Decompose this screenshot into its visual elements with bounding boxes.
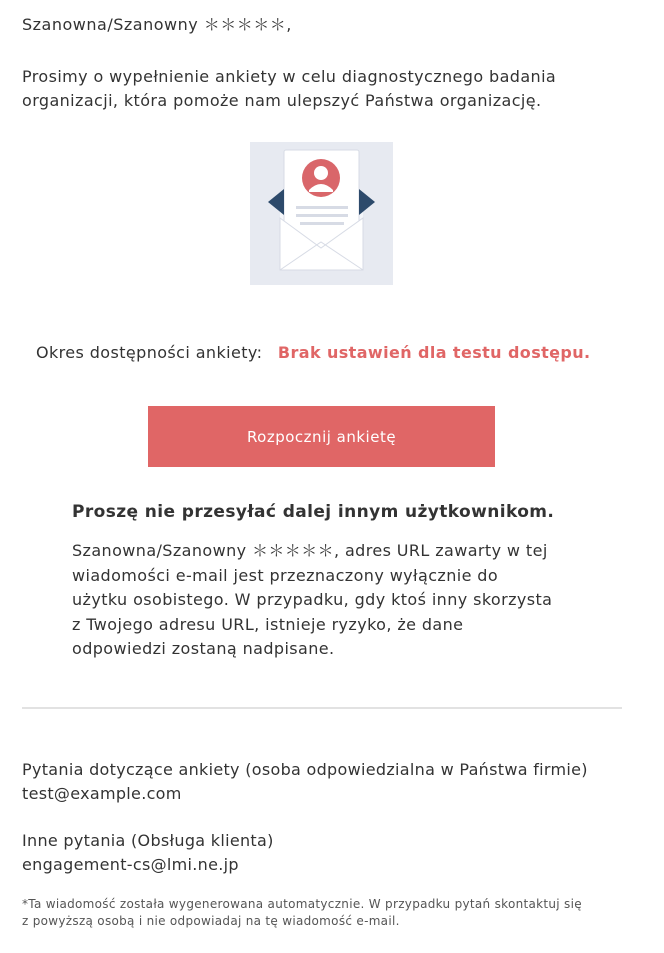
availability-value: Brak ustawień dla testu dostępu. (277, 343, 591, 362)
divider (22, 707, 622, 709)
footnote-line: *Ta wiadomość została wygenerowana automatycznie. W przypadku pytań skontaktuj się (22, 897, 582, 911)
envelope-illustration (250, 142, 393, 285)
footnote-line: z powyższą osobą i nie odpowiadaj na tę wiadomość e-mail. (22, 914, 400, 928)
intro-line: Prosimy o wypełnienie ankiety w celu diagnostycznego badania (22, 67, 557, 86)
intro-text (22, 65, 622, 113)
survey-contact-label: Pytania dotyczące ankiety (osoba odpowiedzialna w Państwa firmie) (22, 760, 588, 779)
survey-contact (22, 758, 588, 806)
intro-line: organizacji, która pomoże nam ulepszyć Państwa organizację. (22, 91, 542, 110)
warning-line: odpowiedzi zostaną nadpisane. (72, 639, 335, 658)
survey-contact-email[interactable]: test@example.com (22, 784, 182, 803)
forward-warning-title: Proszę nie przesyłać dalej innym użytkownikom. (72, 502, 555, 522)
support-contact-email[interactable]: engagement-cs@lmi.ne.jp (22, 855, 239, 874)
start-survey-button[interactable]: Rozpocznij ankietę (148, 406, 495, 467)
support-contact (22, 829, 274, 877)
support-contact-label: Inne pytania (Obsługa klienta) (22, 831, 274, 850)
warning-line: wiadomości e-mail jest przeznaczony wyłącznie do (72, 565, 499, 585)
availability-label: Okres dostępności ankiety: (36, 343, 263, 362)
forward-warning-body (72, 539, 572, 662)
envelope-with-profile-card-icon (250, 142, 393, 285)
warning-line: Szanowna/Szanowny ＊＊＊＊＊, adres URL zawarty w tej (72, 541, 548, 560)
greeting: Szanowna/Szanowny ＊＊＊＊＊, (22, 15, 292, 34)
availability-period (36, 343, 591, 362)
warning-line: z Twojego adresu URL, istnieje ryzyko, że dane (72, 614, 464, 634)
auto-generated-footnote (22, 896, 642, 930)
warning-line: użytku osobistego. W przypadku, gdy ktoś inny skorzysta (72, 590, 553, 609)
